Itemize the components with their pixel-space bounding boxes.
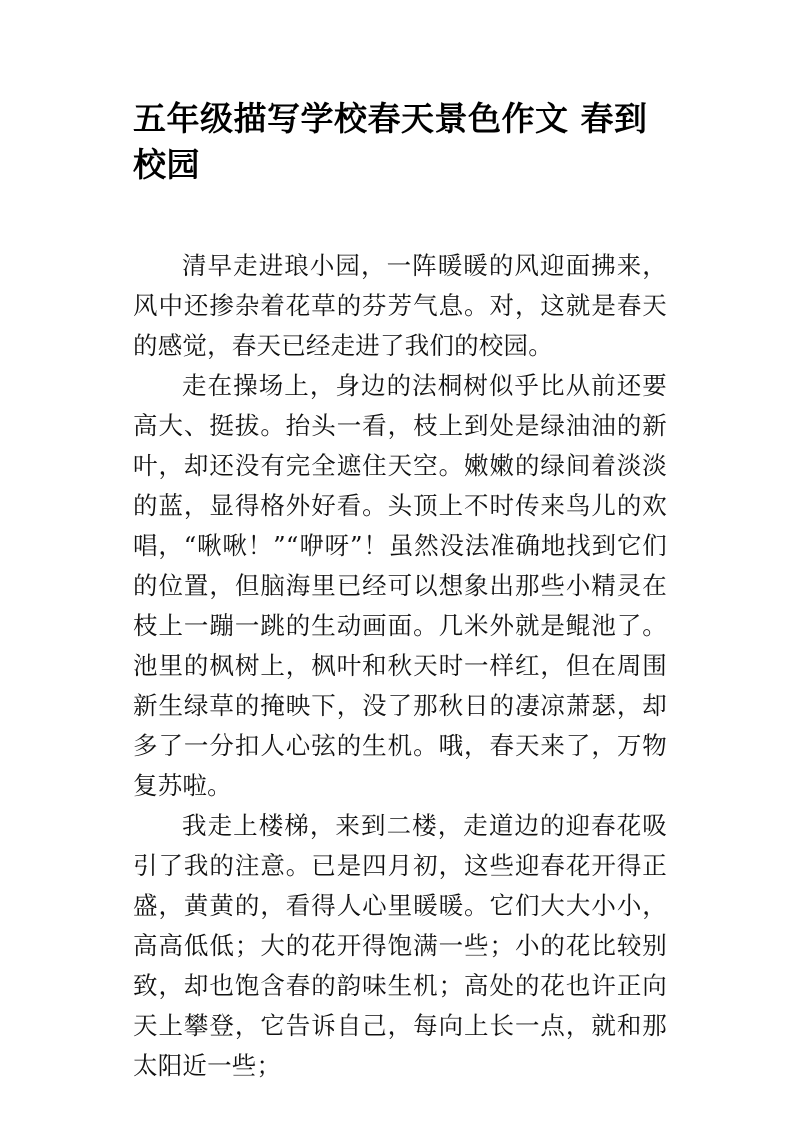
paragraph-1: 清早走进琅小园，一阵暖暖的风迎面拂来，风中还掺杂着花草的芬芳气息。对，这就是春天的感觉，春天已经走进了我们的校园。 bbox=[133, 251, 667, 360]
paragraph-2: 走在操场上，身边的法桐树似乎比从前还要高大、挺拔。抬头一看，枝上到处是绿油油的新叶，却还没有完全遮住天空。嫩嫩的绿间着淡淡的蓝，显得格外好看。头顶上不时传来鸟儿的欢唱，“啾啾！”“咿呀”！虽然没法准确地找到它们的位置，但脑海里已经可以想象出那些小精灵在枝上一蹦一跳的生动画面。几米外就是鲲池了。池里的枫树上，枫叶和秋天时一样红，但在周围新生绿草的掩映下，没了那秋日的凄凉萧瑟，却多了一分扣人心弦的生机。哦，春天来了，万物复苏啦。 bbox=[133, 371, 667, 800]
document-body bbox=[133, 96, 667, 1086]
paragraph-3: 我走上楼梯，来到二楼，走道边的迎春花吸引了我的注意。已是四月初，这些迎春花开得正盛，黄黄的，看得人心里暖暖。它们大大小小，高高低低；大的花开得饱满一些；小的花比较别致，却也饱含春的韵味生机；高处的花也许正向天上攀登，它告诉自己，每向上长一点，就和那太阳近一些； bbox=[133, 811, 667, 1080]
page-title: 五年级描写学校春天景色作文 春到校园 bbox=[133, 99, 648, 184]
